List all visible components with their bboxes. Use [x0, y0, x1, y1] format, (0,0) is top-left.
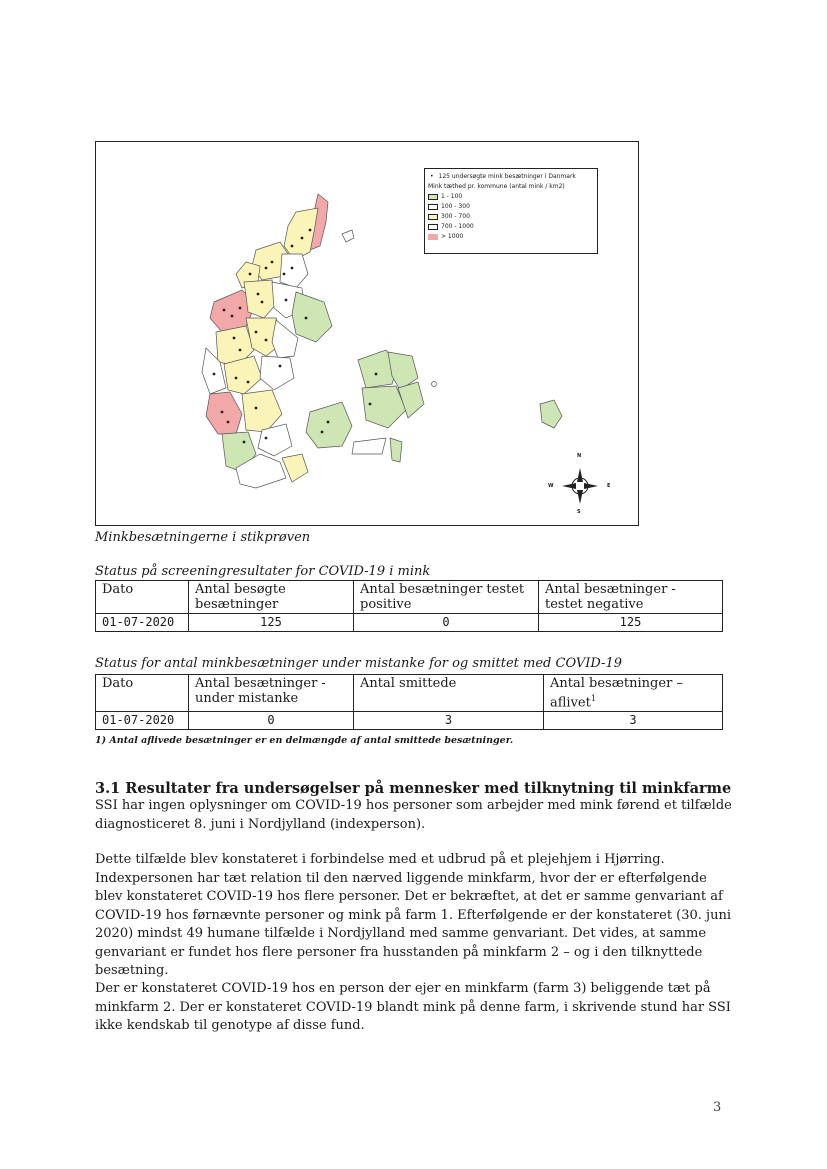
table-header-cell: Dato: [96, 675, 189, 712]
legend-class: > 1000: [428, 232, 594, 242]
paragraph: SSI har ingen oplysninger om COVID-19 hos personer som arbejder med mink førend et tilfælde diagnosticeret 8. juni i Nordjylland (indexperson).: [95, 798, 732, 832]
region-himmerland: [280, 254, 308, 288]
table-cell: 3: [544, 712, 723, 730]
region-falster: [390, 438, 402, 462]
legend-density-title: Mink tæthed pr. kommune (antal mink / km2): [428, 183, 565, 190]
region-vendsyssel: [284, 208, 318, 260]
table-header-cell: Antal smittede: [354, 675, 544, 712]
table2-footnote: 1) Antal aflivede besætninger er en delmængde af antal smittede besætninger.: [95, 735, 514, 746]
region-funen: [306, 402, 352, 448]
table-header-cell: Antal besætninger testet positive: [354, 581, 539, 614]
region-anholt: [432, 382, 437, 387]
screening-table: [95, 580, 723, 632]
table-header-row: [96, 675, 723, 712]
legend-class: 700 - 1000: [428, 222, 594, 232]
legend-swatch: [428, 214, 438, 220]
paragraph: Der er konstateret COVID-19 hos en person der ejer en minkfarm (farm 3) beliggende tæt på minkfarm 2. Der er konstateret COVID-19 blandt mink på denne farm, i skrivende stund har SSI ikke kendskab til genotype af disse fund.: [95, 981, 731, 1033]
footnote-marker: 1: [590, 694, 596, 703]
legend-points-label: 125 undersøgte mink besætninger i Danmark: [438, 173, 576, 180]
table-cell: 0: [354, 614, 539, 632]
table-row: [96, 712, 723, 730]
table-cell: 125: [189, 614, 354, 632]
legend-swatch: [428, 234, 438, 240]
table-cell: 125: [539, 614, 723, 632]
region-laeso: [342, 230, 354, 242]
legend-class: 300 - 700: [428, 212, 594, 222]
compass-s: S: [577, 509, 581, 515]
figure-caption: Minkbesætningerne i stikprøven: [95, 530, 311, 545]
table2-title: Status for antal minkbesætninger under mistanke for og smittet med COVID-19: [95, 656, 622, 671]
table-cell: 01-07-2020: [96, 712, 189, 730]
region-lolland: [352, 438, 386, 454]
legend-class: 100 - 300: [428, 202, 594, 212]
table-header-cell: Antal besætninger - under mistanke: [189, 675, 354, 712]
section-heading: 3.1 Resultater fra undersøgelser på mennesker med tilknytning til minkfarme: [95, 780, 732, 797]
legend-swatch: [428, 224, 438, 230]
region-djursland: [292, 292, 332, 342]
table-row: [96, 614, 723, 632]
table-cell: 0: [189, 712, 354, 730]
legend-swatch: [428, 204, 438, 210]
table1-title: Status på screeningresultater for COVID-19 i mink: [95, 564, 431, 579]
legend-swatch: [428, 194, 438, 200]
region-varde: [206, 392, 242, 434]
table-header-cell: Antal besætninger - testet negative: [539, 581, 723, 614]
table-header-cell: Antal besætninger – aflivet$^1$: [544, 675, 723, 712]
map-legend: [424, 168, 598, 254]
legend-class: 1 - 100: [428, 192, 594, 202]
page-number: 3: [713, 1100, 722, 1115]
paragraph: Dette tilfælde blev konstateret i forbindelse med et udbrud på et plejehjem i Hjørring. Indexpersonen har tæt relation til den nærved liggende minkfarm, hvor der er efterfølgende blev konstateret COVID-19 hos flere personer. Det er bekræftet, at det er samme genvariant af COVID-19 hos førnævnte personer og mink på farm 1. Efterfølgende er der konstateret (30. juni 2020) mindst 49 humane tilfælde i Nordjylland med samme genvariant. Det vides, at samme genvariant er fundet hos flere personer fra husstanden på minkfarm 2 – og i den tilknyttede besætning.: [95, 852, 731, 978]
suspicion-table: [95, 674, 723, 730]
table-cell: 3: [354, 712, 544, 730]
legend-points: [428, 172, 594, 182]
compass-n: N: [577, 453, 582, 459]
table-header-cell: Dato: [96, 581, 189, 614]
region-bornholm: [540, 400, 562, 428]
table-cell: 01-07-2020: [96, 614, 189, 632]
region-vejle: [242, 390, 282, 432]
farm-point-icon: •: [430, 173, 434, 180]
table-header-cell: Antal besøgte besætninger: [189, 581, 354, 614]
table-header-row: [96, 581, 723, 614]
compass-w: W: [548, 483, 554, 489]
compass-e: E: [607, 483, 611, 489]
region-horsens: [260, 356, 294, 390]
